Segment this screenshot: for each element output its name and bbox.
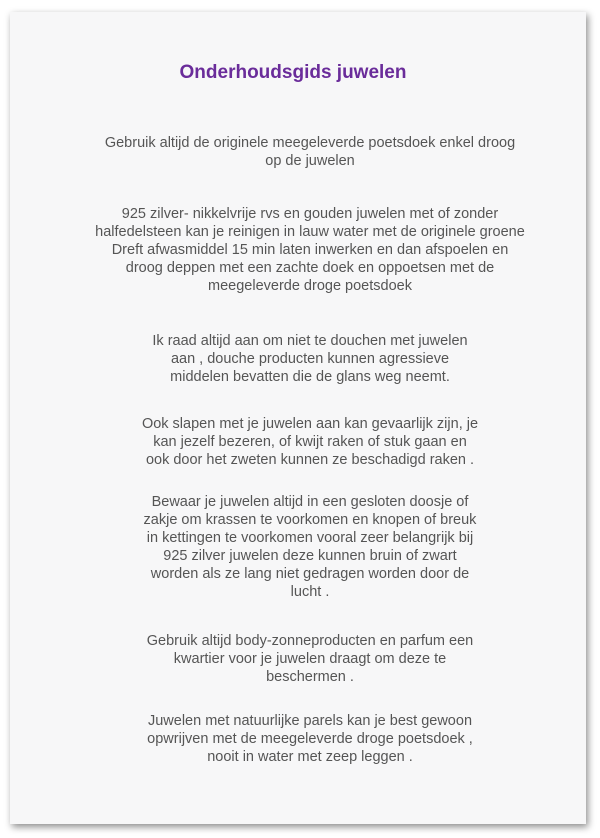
paragraph-cleaning-method: 925 zilver- nikkelvrije rvs en gouden juwelen met of zonder halfedelsteen kan je reinigen in lauw water met de originele groene Dreft afwasmiddel 15 min laten inwerken en dan afspoelen en droog deppen met een zachte doek en oppoetsen met de meegeleverde droge poetsdoek (95, 206, 525, 294)
paragraph-cleaning-cloth: Gebruik altijd de originele meegeleverde poetsdoek enkel droog op de juwelen (104, 135, 516, 169)
paragraph-pearls: Juwelen met natuurlijke parels kan je best gewoon opwrijven met de meegeleverde droge poetsdoek , nooit in water met zeep leggen . (147, 713, 473, 765)
document-sheet (10, 12, 586, 824)
document-title: Onderhoudsgids juwelen (179, 62, 407, 83)
paragraph-sunscreen-perfume: Gebruik altijd body-zonneproducten en parfum een kwartier voor je juwelen draagt om deze te beschermen . (146, 633, 474, 685)
paragraph-sleep-advice: Ook slapen met je juwelen aan kan gevaarlijk zijn, je kan jezelf bezeren, of kwijt raken of stuk gaan en ook door het zweten kunnen ze beschadigd raken . (141, 416, 479, 468)
paragraph-shower-advice: Ik raad altijd aan om niet te douchen met juwelen aan , douche producten kunnen agressieve middelen bevatten die de glans weg neemt. (152, 333, 468, 385)
paragraph-storage-advice: Bewaar je juwelen altijd in een gesloten doosje of zakje om krassen te voorkomen en knopen of breuk in kettingen te voorkomen vooral zeer belangrijk bij 925 zilver juwelen deze kunnen bruin of zwart worden als ze lang niet gedragen worden door de lucht . (143, 494, 477, 600)
